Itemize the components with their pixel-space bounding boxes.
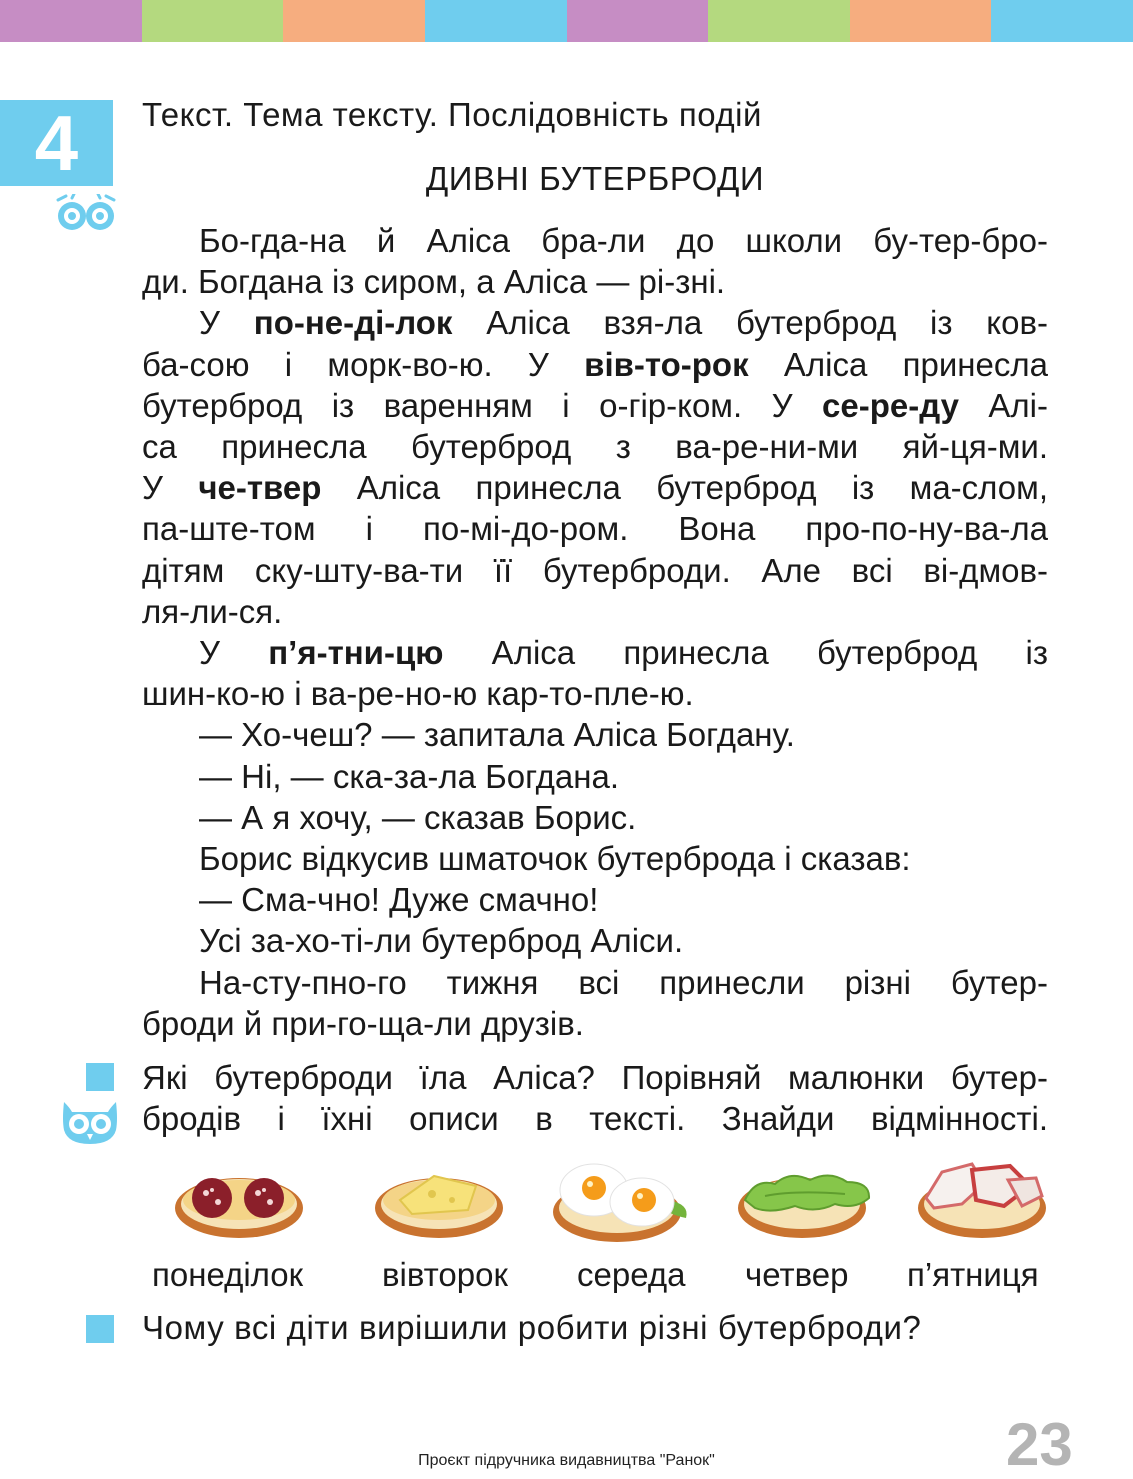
- day-word: по-не-ді-лок: [253, 304, 453, 342]
- dialogue-line: Усі за-хо-ті-ли бутерброд Аліси.: [199, 922, 684, 960]
- task-question-1: [142, 1057, 1048, 1139]
- publisher-footer: Проєкт підручника видавництва "Ранок": [418, 1452, 715, 1469]
- day-label-friday: п’ятниця: [907, 1256, 1039, 1293]
- strip-segment: [567, 0, 709, 42]
- story-title: ДИВНІ БУТЕРБРОДИ: [425, 160, 765, 197]
- day-word: че-твер: [198, 469, 322, 507]
- story-line: броди й при-го-ща-ли друзів.: [142, 1004, 584, 1042]
- color-strip: [0, 0, 1133, 42]
- strip-segment: [991, 0, 1133, 42]
- story-line: У по-не-ді-лок Аліса взя-ла бутерброд із ков-: [199, 304, 1048, 342]
- page-number: 23: [1006, 1411, 1073, 1478]
- story-line: ля-ли-ся.: [142, 592, 283, 630]
- strip-segment: [283, 0, 425, 42]
- lesson-heading: Текст. Тема тексту. Послідовність подій: [142, 96, 762, 133]
- task-question-2: Чому всі діти вирішили робити різні бутерброди?: [142, 1309, 922, 1346]
- owl-eyes-icon: [52, 194, 120, 232]
- day-word: вів-то-рок: [584, 345, 749, 383]
- story-line: шин-ко-ю і ва-ре-но-ю кар-то-пле-ю.: [142, 675, 694, 713]
- strip-segment: [708, 0, 850, 42]
- story-line: па-ште-том і по-мі-до-ром. Вона про-по-ну-ва-ла: [142, 510, 1048, 548]
- day-label-tuesday: вівторок: [382, 1256, 508, 1293]
- day-label-wednesday: середа: [577, 1256, 686, 1293]
- dialogue-line: — Хо-чеш? — запитала Аліса Богдану.: [199, 716, 795, 754]
- lesson-number: 4: [34, 99, 79, 187]
- strip-segment: [850, 0, 992, 42]
- story-line: са принесла бутерброд з ва-ре-ни-ми яй-ця-ми.: [142, 428, 1048, 466]
- day-label-thursday: четвер: [745, 1256, 849, 1293]
- story-line: бутерброд із варенням і о-гір-ком. У се-ре-ду Алі-: [142, 386, 1048, 424]
- day-word: п’я-тни-цю: [268, 634, 444, 672]
- sausage-sandwich-image: [172, 1160, 306, 1240]
- owl-icon: [60, 1100, 120, 1146]
- dialogue-line: — А я хочу, — сказав Борис.: [199, 798, 637, 836]
- story-line: На-сту-пно-го тижня всі принесли різні бутер-: [199, 963, 1048, 1001]
- story-text: [142, 220, 1048, 1044]
- story-line: У п’я-тни-цю Аліса принесла бутерброд із: [199, 634, 1048, 672]
- task-marker: [86, 1315, 114, 1343]
- story-line: ди. Богдана із сиром, а Аліса — рі-зні.: [142, 263, 726, 301]
- task-line: Які бутерброди їла Аліса? Порівняй малюнки бутер-: [142, 1059, 1048, 1096]
- task-line: бродів і їхні описи в тексті. Знайди відмінності.: [142, 1100, 1048, 1138]
- story-line: У че-твер Аліса принесла бутерброд із ма-слом,: [142, 469, 1048, 507]
- story-line: дітям ску-шту-ва-ти її бутерброди. Але всі ві-дмов-: [142, 551, 1048, 589]
- day-word: се-ре-ду: [822, 386, 959, 424]
- dialogue-line: — Ні, — ска-за-ла Богдана.: [199, 757, 620, 795]
- day-label-monday: понеділок: [152, 1256, 304, 1293]
- task-marker: [86, 1063, 114, 1091]
- ham-sandwich-image: [912, 1160, 1052, 1240]
- dialogue-line: Борис відкусив шматочок бутерброда і сказав:: [199, 840, 911, 878]
- strip-segment: [142, 0, 284, 42]
- story-line: Бо-гда-на й Аліса бра-ли до школи бу-тер-бро-: [199, 222, 1048, 259]
- story-line: ба-сою і морк-во-ю. У вів-то-рок Аліса принесла: [142, 345, 1048, 383]
- strip-segment: [0, 0, 142, 42]
- cucumber-sandwich-image: [735, 1160, 875, 1240]
- cheese-sandwich-image: [372, 1160, 506, 1240]
- strip-segment: [425, 0, 567, 42]
- egg-sandwich-image: [550, 1160, 695, 1245]
- dialogue-line: — Сма-чно! Дуже смачно!: [199, 881, 599, 919]
- sandwich-illustrations: [0, 1160, 1133, 1250]
